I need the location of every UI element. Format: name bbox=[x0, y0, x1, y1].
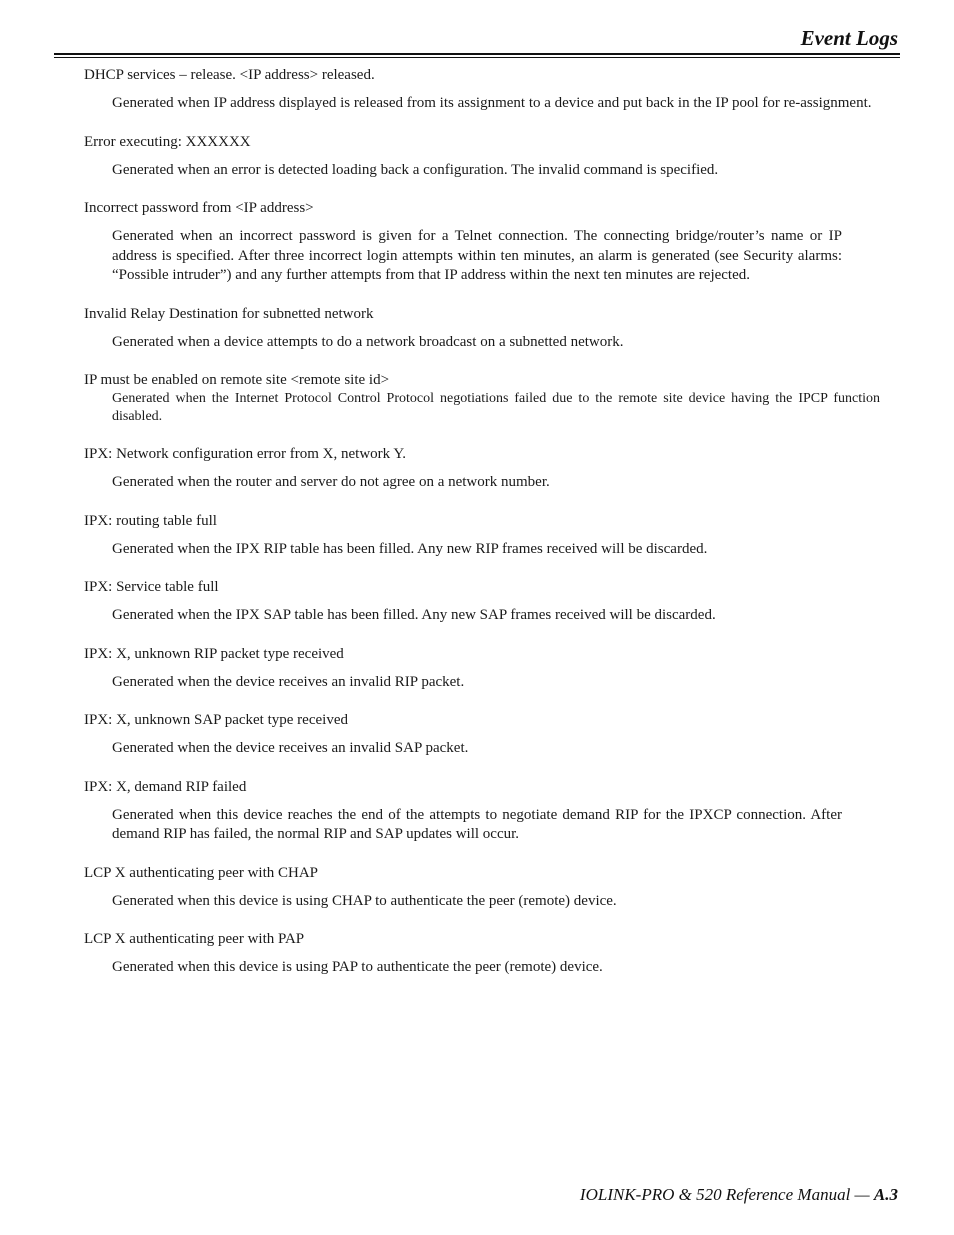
event-title: IPX: Network configuration error from X, network Y. bbox=[84, 446, 407, 462]
event-title: IPX: X, unknown RIP packet type received bbox=[84, 645, 344, 662]
event-entry bbox=[84, 645, 900, 693]
event-entry bbox=[84, 578, 900, 626]
footer-manual-title: IOLINK-PRO & 520 Reference Manual — bbox=[579, 1185, 870, 1204]
event-description: Generated when the IPX SAP table has been filled. Any new SAP frames received will be discarded. bbox=[112, 607, 716, 623]
event-title: LCP X authenticating peer with CHAP bbox=[84, 864, 318, 881]
event-description: Generated when an error is detected loading back a configuration. The invalid command is specified. bbox=[112, 161, 719, 178]
event-title: IPX: X, unknown SAP packet type received bbox=[84, 712, 348, 728]
event-entry bbox=[84, 864, 900, 912]
event-description: Generated when this device is using CHAP to authenticate the peer (remote) device. bbox=[112, 892, 617, 909]
event-title: Incorrect password from <IP address> bbox=[84, 200, 314, 216]
event-description: Generated when the router and server do not agree on a network number. bbox=[112, 474, 550, 490]
event-description: Generated when the Internet Protocol Control Protocol negotiations failed due to the remote site device having the IPCP function disabled. bbox=[112, 391, 880, 424]
page-footer bbox=[580, 1185, 898, 1205]
event-description: Generated when an incorrect password is given for a Telnet connection. The connecting bridge/router’s name or IP address is specified. After three incorrect login attempts within ten minutes, an alarm is generated (see Security alarms: “Possible intruder”) and any further attempts from that IP address within the next ten minutes are rejected. bbox=[112, 228, 842, 283]
event-title: IPX: Service table full bbox=[84, 579, 219, 595]
event-entry bbox=[84, 371, 900, 426]
event-entry bbox=[84, 199, 900, 286]
event-description: Generated when this device is using PAP to authenticate the peer (remote) device. bbox=[112, 959, 603, 975]
event-entry bbox=[84, 711, 900, 759]
header-rule-thin bbox=[54, 57, 900, 58]
event-description: Generated when the device receives an invalid RIP packet. bbox=[112, 673, 465, 690]
event-title: LCP X authenticating peer with PAP bbox=[84, 931, 305, 947]
event-title: DHCP services – release. <IP address> released. bbox=[84, 67, 375, 83]
event-title: IP must be enabled on remote site <remote site id> bbox=[84, 372, 390, 388]
event-description: Generated when IP address displayed is released from its assignment to a device and put back in the IP pool for re-assignment. bbox=[112, 95, 872, 111]
event-entry bbox=[84, 305, 900, 353]
header-rule-thick bbox=[54, 53, 900, 55]
event-entry bbox=[84, 133, 900, 181]
event-entry bbox=[84, 512, 900, 560]
event-description: Generated when the IPX RIP table has been filled. Any new RIP frames received will be discarded. bbox=[112, 540, 708, 557]
event-description: Generated when a device attempts to do a network broadcast on a subnetted network. bbox=[112, 333, 624, 350]
event-title: Invalid Relay Destination for subnetted network bbox=[84, 305, 374, 322]
event-entry bbox=[84, 445, 900, 493]
footer-page-number: A.3 bbox=[873, 1185, 898, 1204]
event-entry bbox=[84, 66, 900, 114]
event-description: Generated when the device receives an invalid SAP packet. bbox=[112, 740, 469, 756]
event-title: Error executing: XXXXXX bbox=[84, 133, 251, 150]
event-entry bbox=[84, 930, 900, 978]
event-log-list bbox=[84, 66, 900, 997]
event-title: IPX: X, demand RIP failed bbox=[84, 778, 247, 795]
event-title: IPX: routing table full bbox=[84, 512, 217, 529]
event-description: Generated when this device reaches the end of the attempts to negotiate demand RIP for the IPXCP connection. After demand RIP has failed, the normal RIP and SAP updates will occur. bbox=[112, 806, 842, 842]
event-entry bbox=[84, 778, 900, 845]
page-header-title: Event Logs bbox=[800, 26, 898, 50]
